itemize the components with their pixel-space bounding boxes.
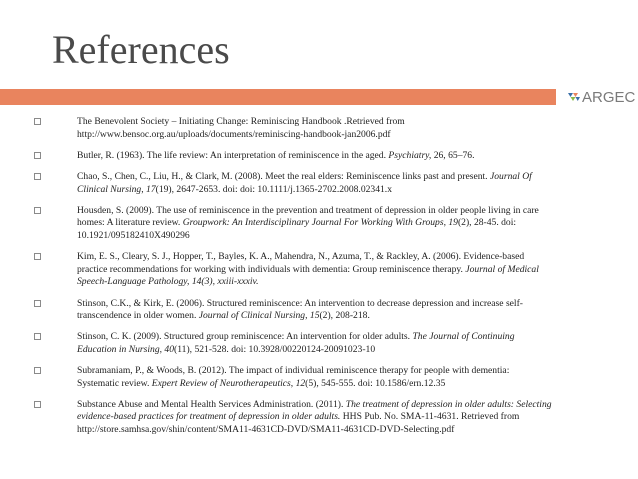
reference-text: , [290,377,296,389]
reference-text: Psychiatry, [388,149,432,161]
reference-text: Education in Nursing [77,343,160,355]
reference-item [34,205,624,243]
reference-text: Butler, R. (1963). The life review: An interpretation of reminiscence in the aged. [77,149,389,161]
reference-text: Speech-Language Pathology, 14(3), xxiii-xxxiv. [77,276,259,288]
reference-text: , [443,217,449,229]
reference-text: HHS Pub. No. SMA-11-4631. Retrieved from [340,411,520,423]
title-underline-bar [0,89,556,105]
reference-text: The Benevolent Society – Initiating Change: Reminiscing Handbook .Retrieved from [77,116,405,127]
reference-text: (11), 521-528. doi: 10.3928/00220124-20091023-10 [174,343,376,355]
reference-text: (19), 2647-2653. doi: doi: 10.1111/j.1365-2702.2008.02341.x [155,183,392,195]
reference-text: (5), 545-555. doi: 10.1586/ern.12.35 [305,377,446,389]
square-bullet-icon [34,333,41,340]
reference-text: Substance Abuse and Mental Health Services Administration. (2011). [77,398,346,410]
reference-item [34,251,624,289]
logo-text: ARGEC [582,89,636,106]
reference-item [34,116,624,141]
reference-text: homes: A literature review. [77,217,183,229]
reference-text: Journal of Medical [465,263,539,275]
reference-text: 19 [448,217,458,229]
reference-text: , [159,343,165,355]
reference-text: Journal Of [489,170,532,182]
square-bullet-icon [34,253,41,260]
reference-text: Groupwork: An Interdisciplinary Journal For Working With Groups [182,217,444,229]
reference-item [34,150,624,163]
reference-text: Stinson, C. K. (2009). Structured group reminiscence: An intervention for older adults. [77,331,413,343]
reference-text: 15 [309,310,320,322]
reference-text: Subramaniam, P., & Woods, B. (2012). The impact of individual reminiscence therapy for people with dementia: [77,365,510,377]
reference-item [34,171,624,196]
reference-text: 40 [164,343,175,355]
reference-text: Housden, S. (2009). The use of reminiscence in the prevention and treatment of depression in older people living in care [77,204,539,216]
reference-text: Clinical Nursing [77,183,142,195]
reference-text: 17 [146,183,156,195]
square-bullet-icon [34,300,41,307]
argec-logo-icon [566,89,582,105]
square-bullet-icon [34,152,41,159]
reference-text: Chao, S., Chen, C., Liu, H., & Clark, M. (2008). Meet the real elders: Reminiscence links past and present. [77,170,490,182]
reference-text: Systematic review. [77,377,152,389]
reference-text: Journal of Clinical Nursing [198,310,306,322]
reference-text: http://www.bensoc.org.au/uploads/documents/reminiscing-handbook-jan2006.pdf [77,128,391,140]
reference-text: 12 [295,377,306,389]
reference-item [34,399,624,437]
square-bullet-icon [34,118,41,125]
reference-text: (2), 28-45. doi: [457,217,517,229]
reference-text: , [305,310,310,322]
reference-item [34,365,624,390]
square-bullet-icon [34,207,41,214]
reference-text: 10.1921/095182410X490296 [77,229,190,241]
reference-text: http://store.samhsa.gov/shin/content/SMA11-4631CD-DVD/SMA11-4631CD-DVD-Selecting.pdf [77,424,455,436]
reference-list [34,116,624,445]
reference-text: The treatment of depression in older adults: Selecting [345,398,552,410]
square-bullet-icon [34,401,41,408]
slide-title: References [52,27,230,72]
reference-text: Expert Review of Neurotherapeutics [151,377,291,389]
reference-text: practice recommendations for working with individuals with dementia: Group reminiscence therapy. [77,263,466,275]
reference-text: 26, 65–76. [431,149,475,161]
reference-text: The Journal of Continuing [412,331,515,343]
square-bullet-icon [34,173,41,180]
square-bullet-icon [34,367,41,374]
reference-text: evidence-based practices for treatment of depression in older adults. [77,411,341,423]
argec-logo [566,86,638,108]
reference-text: (2), 208-218. [319,310,370,322]
reference-item [34,331,624,356]
reference-text: Kim, E. S., Cleary, S. J., Hopper, T., Bayles, K. A., Mahendra, N., Azuma, T., & Rackley, A. (2006). Evidence-based [77,251,525,263]
reference-text: , [141,183,147,195]
reference-item [34,298,624,323]
reference-text: transcendence in older women. [77,310,199,322]
reference-text: Stinson, C.K., & Kirk, E. (2006). Structured reminiscence: An intervention to decrease depression and increase self- [77,297,523,309]
